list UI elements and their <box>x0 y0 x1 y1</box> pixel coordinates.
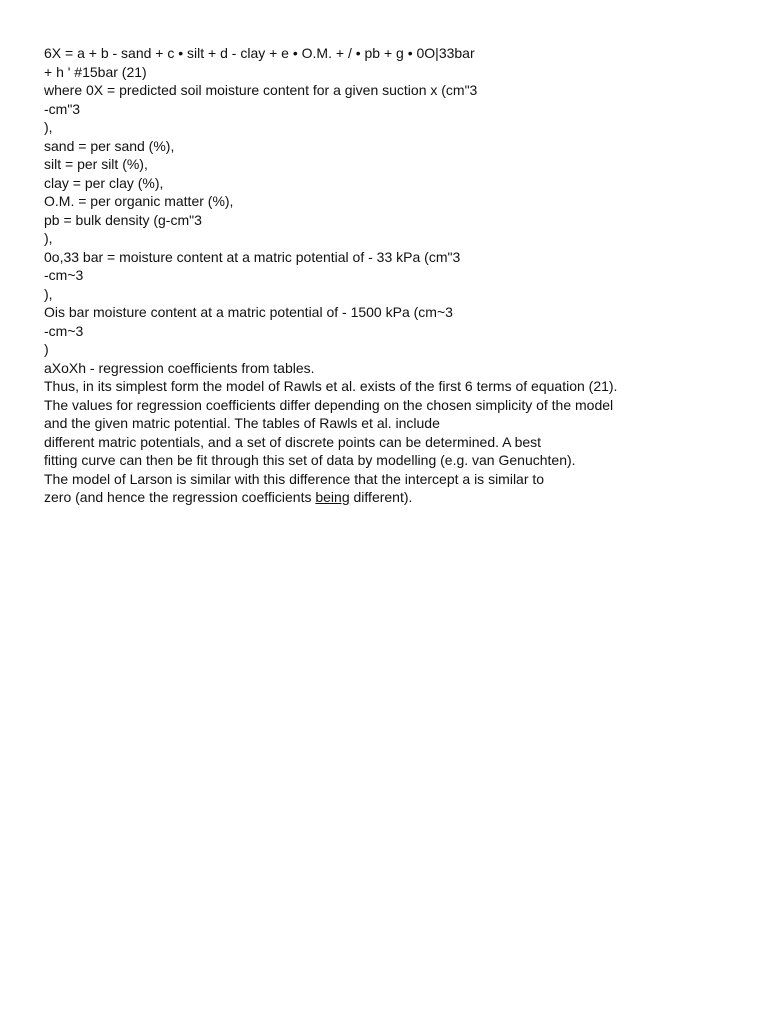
last-line-start: zero (and hence the regression coefficients <box>44 489 316 505</box>
definition-line: -cm~3 <box>44 322 84 339</box>
paragraph-line: The values for regression coefficients differ depending on the chosen simplicity of the model <box>44 396 614 413</box>
paragraph-line: different matric potentials, and a set of discrete points can be determined. A best <box>44 433 542 450</box>
definition-line: sand = per sand (%), <box>44 137 175 154</box>
definition-line: aXoXh - regression coefficients from tables. <box>44 359 315 376</box>
equation-line-continued: + h ' #15bar (21) <box>44 63 147 80</box>
definition-line: silt = per silt (%), <box>44 156 148 172</box>
definition-line: O.M. = per organic matter (%), <box>44 193 234 209</box>
document-body <box>44 44 744 507</box>
definition-line: clay = per clay (%), <box>44 174 164 191</box>
definition-line: Ois bar moisture content at a matric potential of - 1500 kPa (cm~3 <box>44 304 453 320</box>
definition-line: ), <box>44 119 53 135</box>
definition-line: ), <box>44 285 53 302</box>
definition-line: pb = bulk density (g-cm"3 <box>44 211 202 228</box>
paragraph-last-line <box>44 488 744 507</box>
paragraph-line: Thus, in its simplest form the model of Rawls et al. exists of the first 6 terms of equation (21). <box>44 378 618 394</box>
equation-line: 6X = a + b - sand + c • silt + d - clay + e • O.M. + / • pb + g • 0O|33bar <box>44 45 475 61</box>
last-line-end: different). <box>349 489 413 505</box>
paragraph-line: fitting curve can then be fit through this set of data by modelling (e.g. van Genuchten). <box>44 452 576 468</box>
definition-line: ) <box>44 341 49 357</box>
definition-line: 0o,33 bar = moisture content at a matric potential of - 33 kPa (cm"3 <box>44 248 461 265</box>
paragraph-line: The model of Larson is similar with this difference that the intercept a is similar to <box>44 470 545 487</box>
definition-line: ), <box>44 230 53 246</box>
underlined-word: being <box>315 489 350 505</box>
definition-line: -cm"3 <box>44 100 81 117</box>
definition-line: -cm~3 <box>44 267 84 283</box>
definition-line: where 0X = predicted soil moisture content for a given suction x (cm"3 <box>44 82 478 98</box>
paragraph-line: and the given matric potential. The tables of Rawls et al. include <box>44 415 440 431</box>
